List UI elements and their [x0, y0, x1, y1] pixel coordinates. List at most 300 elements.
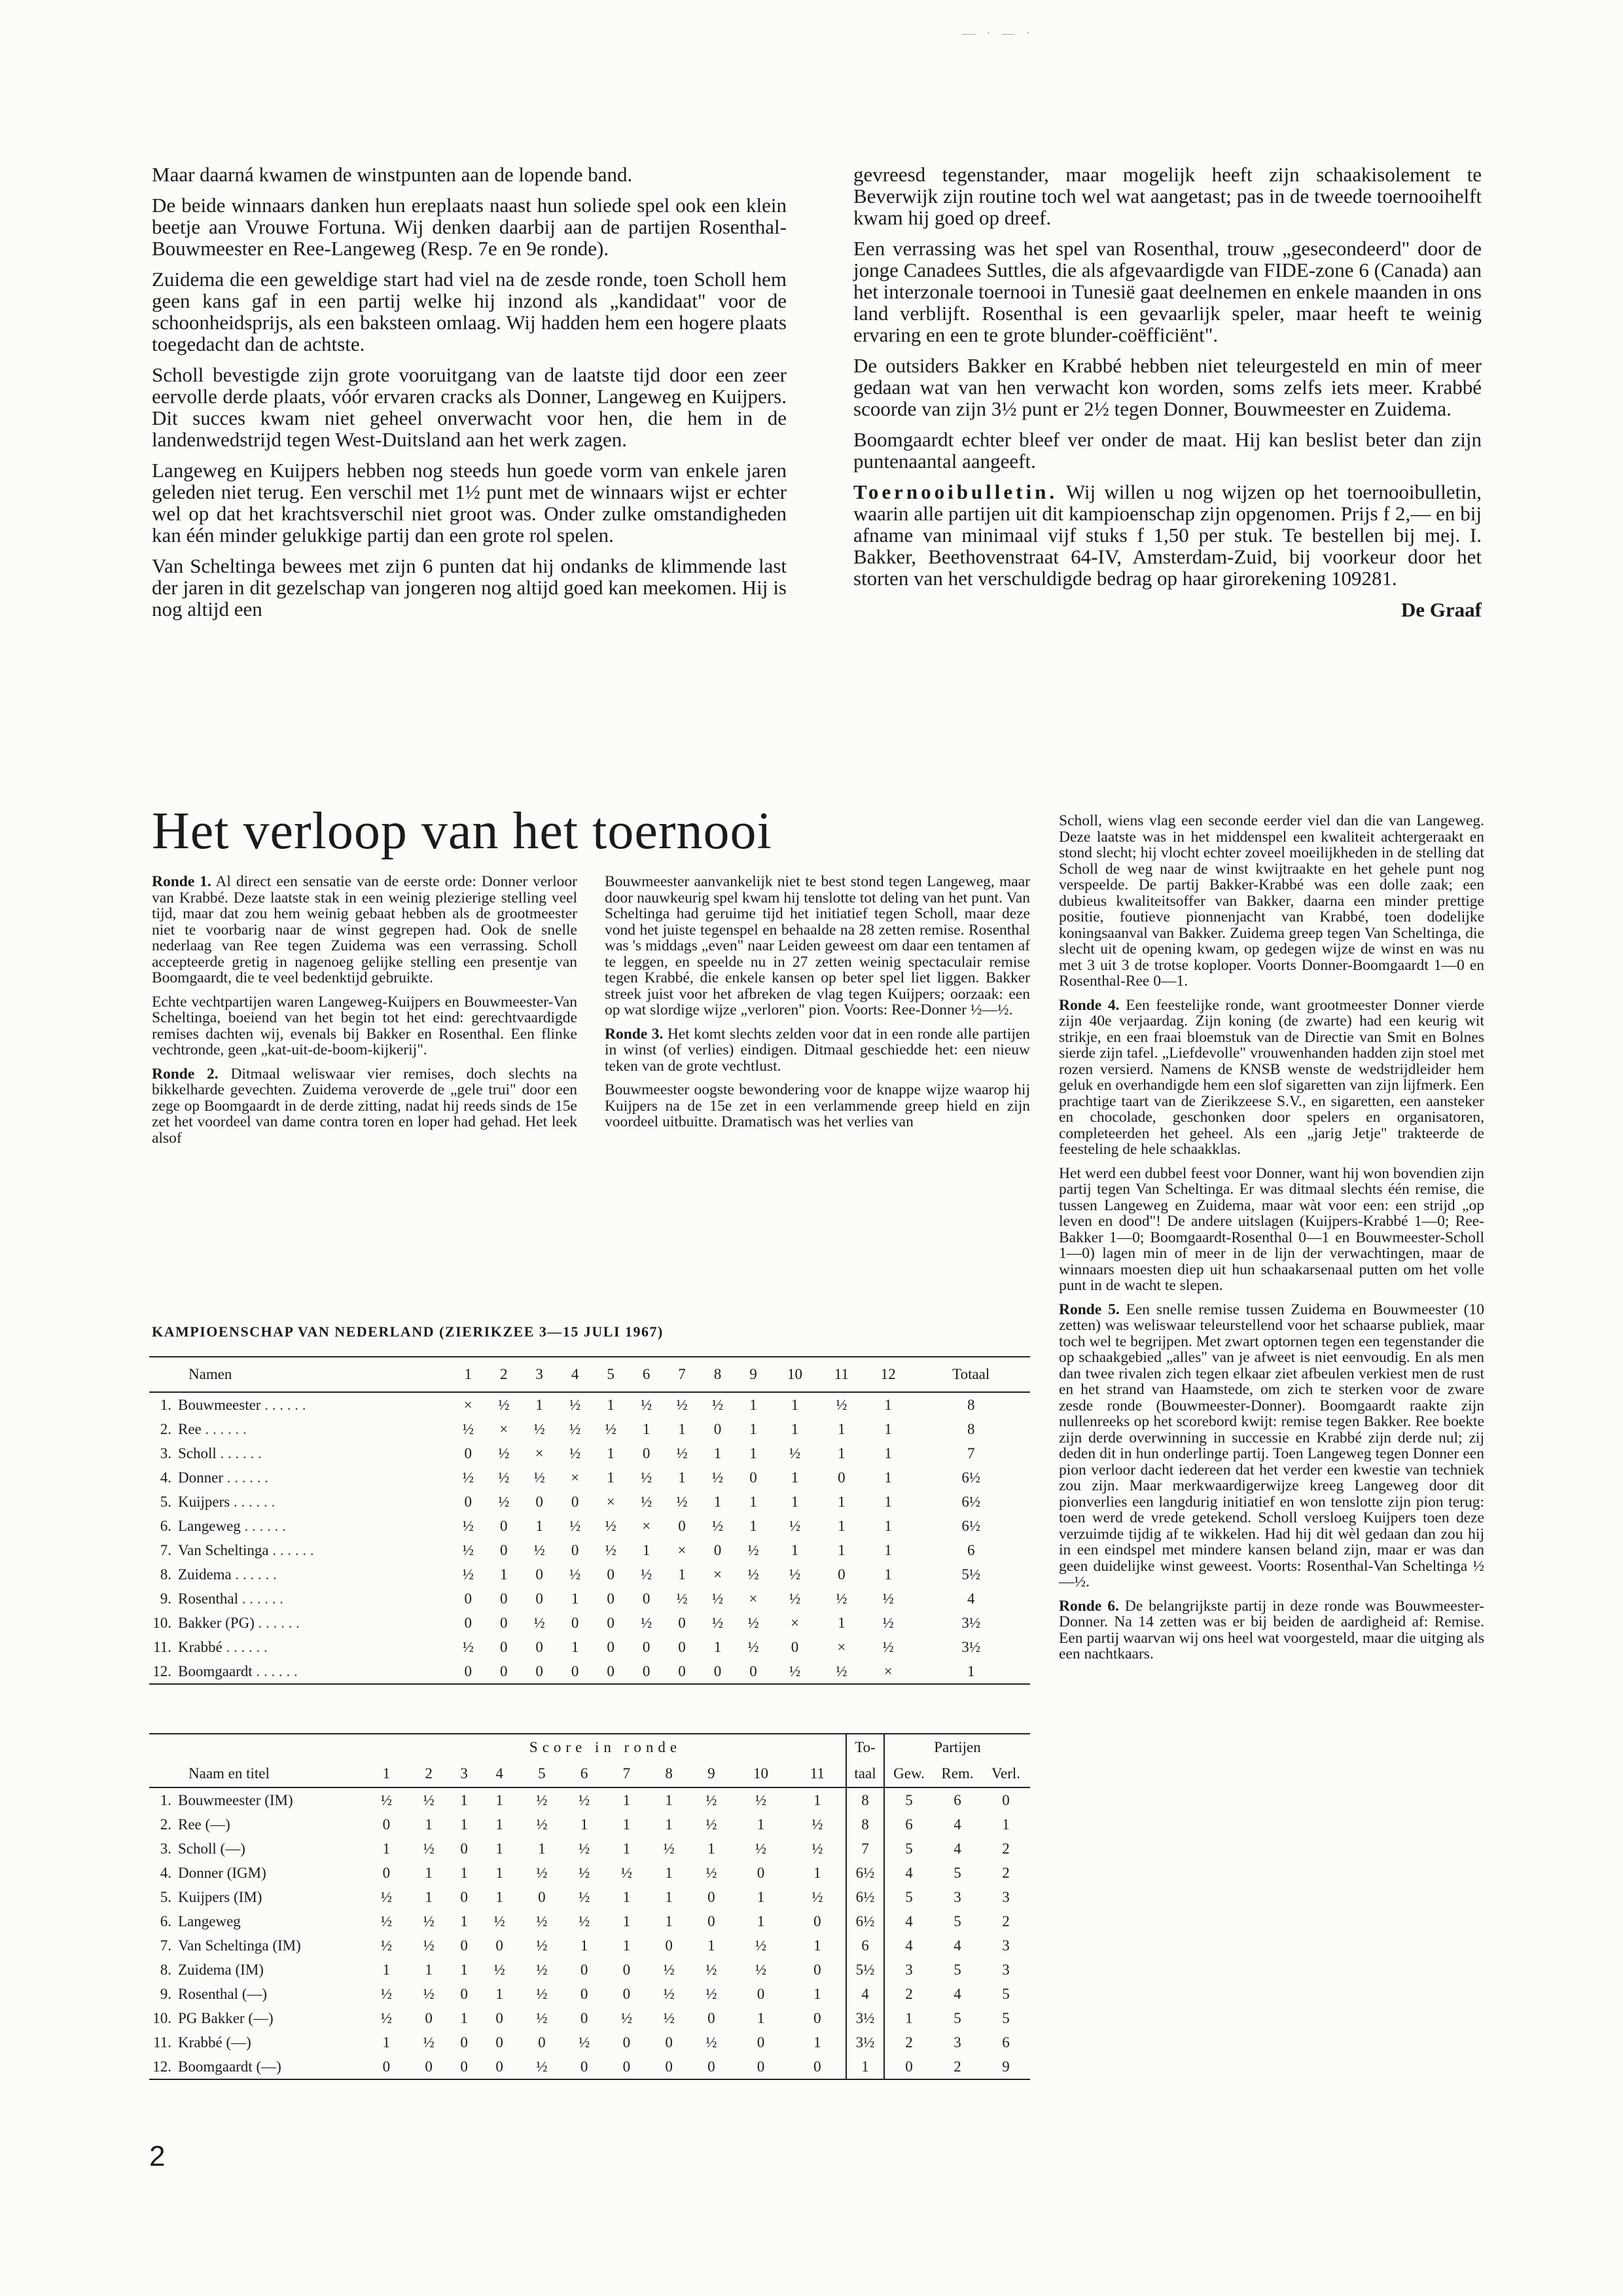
round-paragraph	[1059, 1166, 1484, 1294]
score-cell: 1	[838, 1444, 846, 1462]
score-cell: ½	[605, 1420, 616, 1437]
round-text: Echte vechtpartijen waren Langeweg-Kuijpers en Bouwmeester-Van Scheltinga, boeiend van het begin tot het eind: gerechtvaardigde remises dachten wij, evenals bij Bakker en Rosenthal. Een flinke vechtronde, geen „kat-uit-de-boom-kijkerij".	[152, 993, 577, 1058]
round-header: 2	[408, 1761, 450, 1787]
round-score-cell: 1	[665, 1864, 673, 1881]
round-score-cell: 0	[622, 1985, 631, 2002]
round-header: 8	[648, 1761, 690, 1787]
leader-dots: . . . . . .	[201, 1420, 247, 1437]
round-score-cell: ½	[579, 1791, 590, 1808]
intro-paragraph: Langeweg en Kuijpers hebben nog steeds hun goede vorm van enkele jaren geleden niet terug. Een verschil met 1½ punt met de winnaars wijst er echter wel op dat het krachtsverschil niet groot was. Onder zulke omstandigheden kan één minder gelukkige partij dan een grote rol spelen.	[152, 459, 787, 547]
round-score-cell: 1	[665, 1791, 673, 1808]
intro-paragraph: Boomgaardt echter bleef ver onder de maat. Hij kan beslist beter dan zijn puntenaantal aangeeft.	[853, 428, 1482, 473]
total-cell: 3½	[846, 2030, 884, 2054]
player-cell	[149, 1787, 365, 1812]
partijen-subheader: Gew.	[884, 1761, 933, 1787]
score-cell: 1	[838, 1493, 846, 1510]
score-cell: 1	[884, 1493, 892, 1510]
lost-cell: 1	[1002, 1816, 1010, 1833]
score-cell: 1	[642, 1541, 651, 1558]
score-cell: 1	[749, 1493, 757, 1510]
table-row	[149, 1909, 1030, 1933]
score-cell: ½	[533, 1614, 545, 1631]
score-cell: 0	[838, 1566, 846, 1583]
round-text: Bouwmeester aanvankelijk niet te best stond tegen Langeweg, maar door nauwkeurig spel kwam hij tenslotte tot deling van het punt. Van Scheltinga had geruime tijd het initiatief tegen Scholl, maar deze vond het juiste tegenspel en behaalde na 28 zetten remise. Rosenthal was 's middags „even" naar Leiden geweest om daar een tentamen af te leggen, en speelde nu in 27 zetten weinig spectaculair remise tegen Krabbé, die enkele kansen op beter spel liet liggen. Bakker streek juist voor het afbreken de vlag tegen Kuijpers; oorzaak: een op wat slordige wijze „verloren" pion. Voorts: Ree-Donner ½—½.	[605, 873, 1030, 1018]
round-score-cell: 0	[425, 2009, 433, 2026]
round-score-cell: ½	[536, 1791, 548, 1808]
drawn-cell: 4	[954, 1816, 961, 1833]
drawn-cell: 4	[954, 1937, 961, 1954]
score-cell: 0	[464, 1614, 472, 1631]
lost-cell: 2	[1002, 1912, 1010, 1929]
total-cell: 8	[967, 1396, 975, 1413]
col-header: 2	[486, 1357, 521, 1392]
col-header: 11	[819, 1357, 865, 1392]
round-score-cell: 0	[495, 2034, 503, 2051]
round-group-header: Score in ronde	[529, 1739, 682, 1755]
round-score-cell: 0	[757, 1985, 765, 2002]
round-score-cell: 0	[580, 1961, 588, 1978]
score-cell: 0	[678, 1662, 686, 1679]
score-cell: ½	[533, 1420, 545, 1437]
score-cell: ½	[569, 1396, 581, 1413]
col-header: 3	[522, 1357, 557, 1392]
round-score-cell: 1	[813, 1937, 821, 1954]
player-name: PG Bakker (—)	[178, 2009, 274, 2026]
section-headline: Het verloop van het toernooi	[152, 802, 772, 860]
round-score-cell: ½	[755, 1840, 767, 1857]
table-row	[149, 1958, 1030, 1982]
total-cell: 8	[967, 1420, 975, 1437]
total-cell: 7	[846, 1837, 884, 1861]
round-score-cell: ½	[536, 1985, 548, 2002]
total-cell: 6½	[961, 1517, 981, 1534]
score-cell: ½	[711, 1469, 724, 1486]
round-score-cell: 1	[622, 1937, 631, 1954]
round-score-cell: 1	[460, 1816, 468, 1833]
player-cell	[149, 1837, 365, 1861]
player-name: Kuijpers (IM)	[178, 1888, 262, 1905]
score-cell: ½	[498, 1493, 510, 1510]
drawn-cell: 3	[954, 1888, 961, 1905]
leader-dots: . . . . . .	[222, 1638, 268, 1655]
score-cell: 1	[791, 1469, 799, 1486]
score-cell: 1	[499, 1566, 508, 1583]
round-score-cell: ½	[536, 1864, 548, 1881]
score-cell: 0	[464, 1590, 472, 1607]
score-cell: 0	[713, 1420, 722, 1437]
partijen-subheader: Rem.	[933, 1761, 982, 1787]
player-name: Boomgaardt	[178, 1662, 253, 1679]
round-score-cell: ½	[663, 1840, 675, 1857]
round-score-cell: 0	[813, 1961, 821, 1978]
intro-paragraph: De outsiders Bakker en Krabbé hebben niet teleurgesteld en min of meer gedaan wat van hen verwacht kon worden, soms zelfs iets meer. Krabbé scoorde van zijn 3½ punt er 2½ tegen Donner, Bouwmeester en Zuidema.	[853, 354, 1482, 420]
round-paragraph	[605, 1026, 1030, 1075]
round-score-cell: ½	[536, 2009, 548, 2026]
player-number: 1.	[160, 1791, 171, 1808]
won-cell: 3	[884, 1958, 933, 1982]
score-cell: 1	[838, 1517, 846, 1534]
table-row	[149, 1465, 1030, 1490]
score-cell: ½	[462, 1566, 474, 1583]
player-name: Kuijpers	[178, 1493, 230, 1510]
round-paragraph	[605, 1082, 1030, 1130]
score-cell: ×	[883, 1662, 893, 1679]
score-cell: 1	[884, 1444, 892, 1462]
table-row	[149, 1392, 1030, 1417]
total-cell: 6½	[961, 1493, 981, 1510]
round-score-cell: 1	[495, 1864, 503, 1881]
total-cell: 6½	[846, 1885, 884, 1909]
round-header: 3	[450, 1761, 478, 1787]
player-cell	[149, 1417, 450, 1441]
player-number: 6.	[160, 1912, 171, 1929]
score-cell: 0	[713, 1541, 722, 1558]
total-cell: 6½	[846, 1861, 884, 1885]
drawn-cell: 5	[954, 2009, 961, 2026]
player-cell	[149, 1465, 450, 1490]
report-column-a	[152, 874, 577, 1154]
total-cell: 4	[967, 1590, 975, 1607]
author-signature: De Graaf	[1400, 598, 1482, 621]
table-row	[149, 1587, 1030, 1611]
player-name: Van Scheltinga	[178, 1541, 269, 1558]
bulletin-text: Wij willen u nog wijzen op het toernooibulletin, waarin alle partijen uit dit kampioenschap zijn opgenomen. Prijs f 2,— en bij afname van minimaal vijf stuks f 1,50 per stuk. Te bestellen bij mej. I. Bakker, Beethovenstraat 64-IV, Amsterdam-Zuid, bij voorkeur door het storten van het verschuldigde bedrag op haar girorekening 109281.	[853, 480, 1482, 590]
score-cell: 1	[791, 1396, 799, 1413]
round-score-cell: 0	[707, 1888, 715, 1905]
round-score-cell: 1	[382, 1840, 391, 1857]
round-score-cell: 0	[622, 2034, 631, 2051]
round-score-cell: ½	[536, 1912, 548, 1929]
round-paragraph	[1059, 1598, 1484, 1662]
player-name: Bouwmeester (IM)	[178, 1791, 293, 1808]
total-cell: 5½	[846, 1958, 884, 1982]
score-cell: 1	[571, 1590, 579, 1607]
score-cell: ½	[711, 1590, 724, 1607]
score-cell: ½	[462, 1420, 474, 1437]
round-score-cell: ½	[812, 1840, 823, 1857]
table-row	[149, 1812, 1030, 1837]
score-cell: 0	[571, 1614, 579, 1631]
player-number: 5.	[160, 1888, 171, 1905]
round-score-cell: ½	[380, 1937, 392, 1954]
score-cell: 1	[884, 1396, 892, 1413]
score-cell: ½	[747, 1614, 759, 1631]
score-cell: ½	[498, 1444, 510, 1462]
round-score-cell: 1	[580, 1816, 588, 1833]
score-cell: 0	[713, 1662, 722, 1679]
table-row	[149, 1837, 1030, 1861]
intro-paragraph: Zuidema die een geweldige start had viel na de zesde ronde, toen Scholl hem geen kans gaf in een partij welke hij inzond als „kandidaat" voor de schoonheidsprijs, als een baksteen omlaag. Wij hadden hem een hogere plaats toegedacht dan de achtste.	[152, 268, 787, 355]
round-score-cell: 0	[622, 2058, 631, 2075]
round-score-cell: 0	[538, 2034, 546, 2051]
total-cell: 3½	[961, 1614, 981, 1631]
round-score-cell: 1	[538, 1840, 546, 1857]
round-score-cell: 1	[580, 1937, 588, 1954]
round-score-cell: 0	[813, 1912, 821, 1929]
score-cell: ½	[676, 1444, 688, 1462]
total-cell: 6½	[846, 1909, 884, 1933]
leader-dots: . . . . . .	[254, 1614, 300, 1631]
round-score-cell: 0	[622, 1961, 631, 1978]
round-label: Ronde 4.	[1059, 996, 1120, 1014]
score-cell: ½	[711, 1614, 724, 1631]
score-cell: ×	[499, 1420, 508, 1437]
page-edge-mark: — · — ·	[962, 26, 1035, 41]
total-cell: 3½	[961, 1638, 981, 1655]
score-cell: 1	[678, 1469, 686, 1486]
col-header: 7	[664, 1357, 700, 1392]
round-score-cell: ½	[380, 1888, 392, 1905]
won-cell: 2	[884, 2030, 933, 2054]
round-text: Het komt slechts zelden voor dat in een ronde alle partijen in winst (of verlies) eindigen. Ditmaal geschiedde het: een nieuw teken van de grote vechtlust.	[605, 1025, 1030, 1075]
round-score-cell: 0	[813, 2058, 821, 2075]
score-cell: 0	[464, 1662, 472, 1679]
table-row	[149, 1659, 1030, 1684]
round-score-cell: ½	[423, 1791, 435, 1808]
score-cell: 0	[535, 1566, 543, 1583]
score-cell: ½	[747, 1638, 759, 1655]
player-number: 2.	[160, 1420, 171, 1437]
round-score-cell: ½	[579, 1888, 590, 1905]
score-cell: ×	[535, 1444, 544, 1462]
round-label: Ronde 3.	[605, 1025, 664, 1043]
round-score-cell: 0	[707, 1912, 715, 1929]
round-score-cell: 0	[580, 2058, 588, 2075]
col-header: 8	[700, 1357, 735, 1392]
round-score-cell: ½	[493, 1912, 505, 1929]
won-cell: 5	[884, 1837, 933, 1861]
col-header: 12	[865, 1357, 912, 1392]
drawn-cell: 4	[954, 1840, 961, 1857]
round-score-cell: ½	[579, 1864, 590, 1881]
report-column-b	[605, 874, 1030, 1138]
round-score-cell: 0	[707, 2058, 715, 2075]
player-cell	[149, 1490, 450, 1514]
score-cell: ½	[882, 1590, 894, 1607]
score-cell: 0	[838, 1469, 846, 1486]
player-number: 9.	[160, 1985, 171, 2002]
player-number: 5.	[160, 1493, 171, 1510]
player-name: Donner (IGM)	[178, 1864, 266, 1881]
round-score-cell: 1	[382, 2034, 391, 2051]
round-score-cell: 1	[757, 1888, 765, 1905]
player-name: Krabbé	[178, 1638, 223, 1655]
player-cell	[149, 1958, 365, 1982]
intro-paragraph: Een verrassing was het spel van Rosenthal, trouw „gesecondeerd" door de jonge Canadees Suttles, die als afgevaardigde van FIDE-zone 6 (Canada) aan het interzonale toernooi in Tunesië gaat deelnemen en enkele maanden in ons land verblijft. Rosenthal is een gevaarlijk speler, maar heeft te weinig ervaring en een te grote blunder-coëfficiënt".	[853, 237, 1482, 346]
round-score-cell: 0	[580, 2009, 588, 2026]
total-cell: 8	[846, 1787, 884, 1812]
round-score-cell: 0	[707, 2009, 715, 2026]
bulletin-label: Toernooibulletin.	[853, 480, 1058, 503]
round-score-cell: 0	[460, 1985, 468, 2002]
round-header: 6	[563, 1761, 605, 1787]
round-score-cell: 1	[425, 1961, 433, 1978]
score-cell: 1	[749, 1420, 757, 1437]
score-cell: ½	[882, 1638, 894, 1655]
round-score-cell: 1	[665, 1888, 673, 1905]
round-score-cell: ½	[423, 1937, 435, 1954]
player-name: Scholl	[178, 1444, 217, 1462]
round-header: 5	[520, 1761, 563, 1787]
score-cell: ½	[462, 1469, 474, 1486]
score-cell: 1	[535, 1517, 543, 1534]
round-score-cell: 0	[757, 2058, 765, 2075]
player-cell	[149, 2006, 365, 2030]
round-score-cell: 1	[495, 1816, 503, 1833]
score-cell: ½	[836, 1396, 847, 1413]
player-number: 4.	[160, 1469, 171, 1486]
score-cell: 1	[642, 1420, 651, 1437]
score-cell: 0	[678, 1614, 686, 1631]
table-row	[149, 1562, 1030, 1587]
report-column-c	[1059, 813, 1484, 1670]
score-cell: 1	[678, 1566, 686, 1583]
round-score-cell: ½	[663, 1961, 675, 1978]
total-cell: 6	[967, 1541, 975, 1558]
drawn-cell: 5	[954, 1912, 961, 1929]
score-cell: 1	[884, 1469, 892, 1486]
drawn-cell: 5	[954, 1864, 961, 1881]
round-score-cell: ½	[620, 2009, 633, 2026]
won-cell: 4	[884, 1933, 933, 1958]
player-name: Zuidema	[178, 1566, 232, 1583]
round-header: 9	[690, 1761, 733, 1787]
round-score-cell: ½	[755, 1937, 767, 1954]
round-score-cell: ½	[536, 1816, 548, 1833]
round-score-cell: 1	[757, 1912, 765, 1929]
score-cell: ×	[463, 1396, 473, 1413]
score-cell: ×	[677, 1541, 687, 1558]
score-cell: ½	[676, 1493, 688, 1510]
won-cell: 5	[884, 1787, 933, 1812]
table-row	[149, 1514, 1030, 1538]
score-cell: 0	[571, 1541, 579, 1558]
drawn-cell: 2	[954, 2058, 961, 2075]
score-cell: 1	[571, 1638, 579, 1655]
total-cell: 3½	[846, 2006, 884, 2030]
score-cell: 0	[464, 1493, 472, 1510]
score-cell: ½	[747, 1566, 759, 1583]
score-cell: 0	[535, 1638, 543, 1655]
score-cell: ½	[498, 1396, 510, 1413]
lost-cell: 3	[1002, 1937, 1010, 1954]
player-cell	[149, 1562, 450, 1587]
score-cell: ½	[640, 1469, 652, 1486]
score-cell: ½	[836, 1662, 847, 1679]
intro-paragraph: De beide winnaars danken hun ereplaats naast hun soliede spel ook een klein beetje aan Vrouwe Fortuna. Wij denken daarbij aan de partijen Rosenthal-Bouwmeester en Ree-Langeweg (Resp. 7e en 9e ronde).	[152, 194, 787, 260]
table-row	[149, 1885, 1030, 1909]
round-paragraph	[152, 1066, 577, 1147]
round-score-cell: ½	[663, 2009, 675, 2026]
won-cell: 4	[884, 1861, 933, 1885]
round-score-cell: 1	[460, 1912, 468, 1929]
round-score-cell: ½	[380, 1985, 392, 2002]
round-text: De belangrijkste partij in deze ronde was Bouwmeester-Donner. Na 14 zetten was er bij beiden de aardigheid af: Remise. Een partij waarvan wij ons heel wat voorgesteld, maar die uitging als een nachtkaars.	[1059, 1597, 1484, 1662]
round-score-cell: ½	[536, 1937, 548, 1954]
player-cell	[149, 1982, 365, 2006]
round-score-cell: 0	[665, 1937, 673, 1954]
round-score-cell: 1	[622, 1791, 631, 1808]
round-score-cell: ½	[755, 1791, 767, 1808]
player-name: Ree	[178, 1420, 202, 1437]
score-cell: ½	[640, 1493, 652, 1510]
drawn-cell: 4	[954, 1985, 961, 2002]
score-cell: ½	[640, 1396, 652, 1413]
table-row	[149, 2054, 1030, 2079]
round-score-cell: ½	[423, 1840, 435, 1857]
player-name: Zuidema (IM)	[178, 1961, 264, 1978]
round-paragraph	[1059, 997, 1484, 1158]
round-score-cell: 0	[495, 1937, 503, 1954]
round-score-cell: 1	[665, 1816, 673, 1833]
score-cell: ½	[789, 1444, 801, 1462]
score-cell: ×	[749, 1590, 758, 1607]
round-header: 1	[365, 1761, 408, 1787]
player-cell	[149, 1611, 450, 1635]
score-cell: 1	[607, 1444, 615, 1462]
score-cell: ½	[789, 1590, 801, 1607]
player-number: 3.	[160, 1444, 171, 1462]
player-number: 1.	[160, 1396, 171, 1413]
col-header: 6	[628, 1357, 664, 1392]
player-name: Rosenthal (—)	[178, 1985, 268, 2002]
score-cell: 0	[607, 1566, 615, 1583]
round-score-cell: 1	[707, 1840, 715, 1857]
score-cell: ½	[747, 1541, 759, 1558]
score-cell: 0	[749, 1662, 757, 1679]
player-cell	[149, 1587, 450, 1611]
round-score-cell: 0	[425, 2058, 433, 2075]
round-score-cell: ½	[705, 1816, 717, 1833]
round-score-cell: ½	[579, 1912, 590, 1929]
name-title-header: Naam en titel	[149, 1761, 365, 1787]
score-cell: ½	[462, 1638, 474, 1655]
round-header: 11	[789, 1761, 846, 1787]
won-cell: 2	[884, 1982, 933, 2006]
round-text: Een feestelijke ronde, want grootmeester Donner vierde zijn 40e verjaardag. Zijn koning (de zwarte) had een keurig wit strikje, en een fraai bloemstuk van de Directie van Smit en Bolnes sierde zijn tafel. „Liefdevolle" vrouwenhanden hadden zijn stoel met rozen versierd. Namens de KNSB wenste de wedstrijdleider hem geluk en overhandigde hem een slof sigaretten van zijn lijfmerk. Een prachtige taart van de Zierikzeese S.V., en sigaretten, een aansteker en chocolade, geschonken door spelers en organisatoren, completeerden het geheel. Als een „jarig Jetje" trakteerde de feesteling de hele schaakklas.	[1059, 996, 1484, 1158]
player-number: 3.	[160, 1840, 171, 1857]
player-cell	[149, 1659, 450, 1684]
round-score-cell: 0	[460, 1840, 468, 1857]
score-cell: 1	[838, 1420, 846, 1437]
round-score-cell: ½	[493, 1961, 505, 1978]
leader-dots: . . . . . .	[268, 1541, 314, 1558]
leader-dots: . . . . . .	[216, 1444, 262, 1462]
score-cell: 1	[607, 1396, 615, 1413]
round-score-cell: 0	[460, 1937, 468, 1954]
player-cell	[149, 1933, 365, 1958]
table-row	[149, 1861, 1030, 1885]
col-header: 4	[557, 1357, 592, 1392]
total-cell: 1	[967, 1662, 975, 1679]
leader-dots: . . . . . .	[223, 1469, 268, 1486]
total-cell: 6	[846, 1933, 884, 1958]
score-cell: ½	[789, 1662, 801, 1679]
score-cell: ½	[569, 1444, 581, 1462]
score-cell: ½	[533, 1541, 545, 1558]
lost-cell: 9	[1002, 2058, 1010, 2075]
lost-cell: 5	[1002, 1985, 1010, 2002]
score-cell: ½	[789, 1566, 801, 1583]
round-score-cell: 1	[460, 2009, 468, 2026]
score-cell: ×	[642, 1517, 651, 1534]
score-cell: 1	[749, 1396, 757, 1413]
intro-paragraph: Scholl bevestigde zijn grote vooruitgang van de laatste tijd door een zeer eervolle derde plaats, vóór ervaren cracks als Donner, Langeweg en Kuijpers. Dit succes kwam niet geheel onverwacht voor hen, die hem in de landenwedstrijd tegen West-Duitsland aan het werk zagen.	[152, 363, 787, 451]
player-name: Ree (—)	[178, 1816, 230, 1833]
table-row	[149, 1490, 1030, 1514]
round-header: 7	[605, 1761, 648, 1787]
score-cell: 1	[791, 1541, 799, 1558]
